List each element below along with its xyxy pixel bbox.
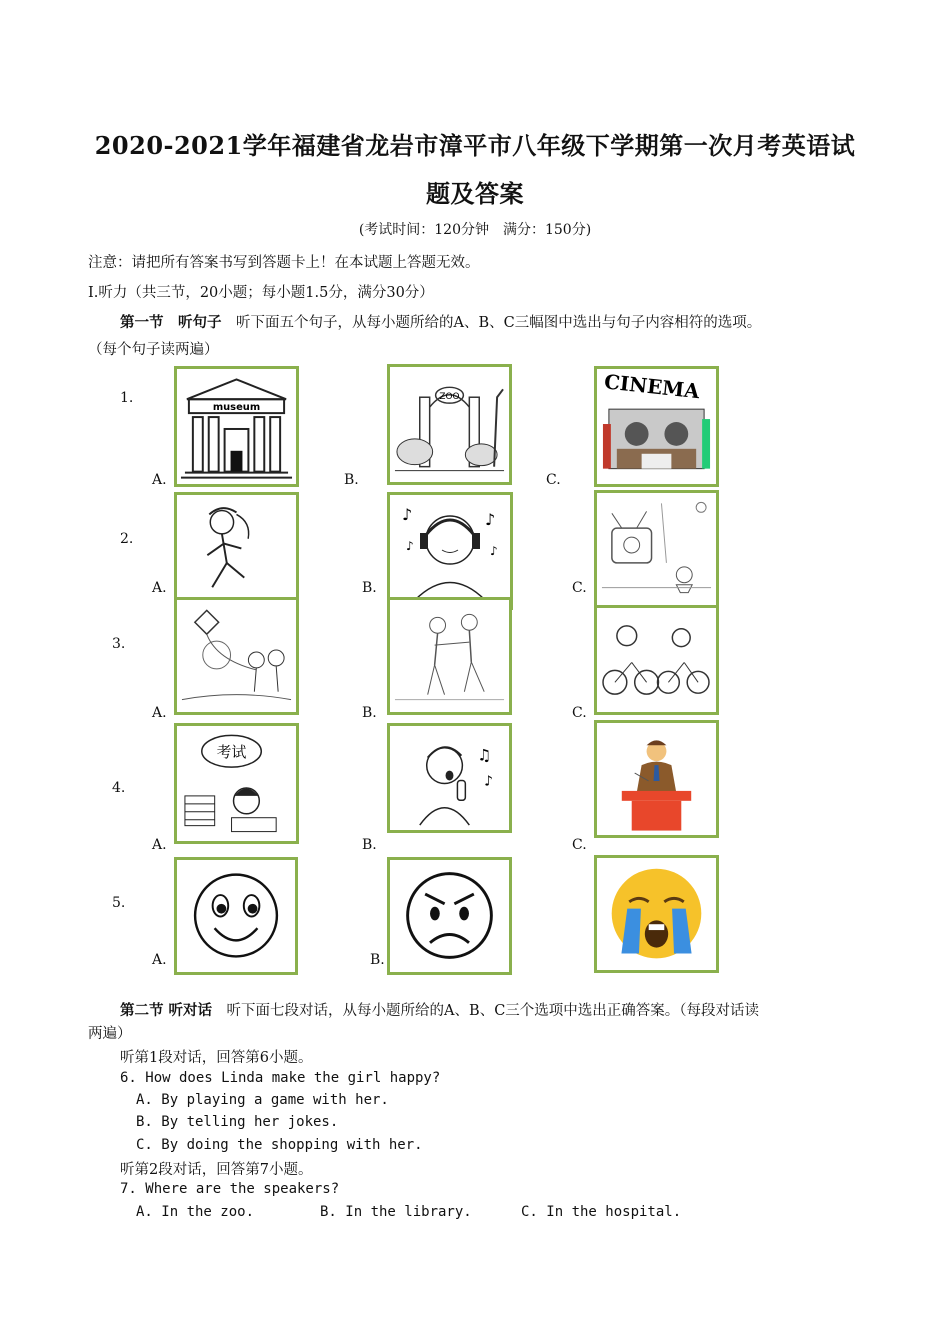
answer-option[interactable]: A. In the zoo. [136, 1204, 255, 1220]
svg-text:♪: ♪ [484, 773, 494, 790]
kite-flying-icon[interactable] [174, 597, 299, 715]
question-number: 4. [112, 780, 126, 796]
svg-text:♪: ♪ [490, 544, 498, 558]
option-label: B. [362, 837, 377, 853]
option-label: A. [152, 705, 167, 721]
section1-instruction: 听下面五个句子，从每小题所给的A、B、C三幅图中选出与句子内容相符的选项。 [221, 315, 762, 331]
notice: 注意：请把所有答案书写到答题卡上！在本试题上答题无效。 [88, 255, 480, 271]
question-number: 2. [120, 531, 134, 547]
section2-heading [120, 999, 759, 1020]
music-listener-icon[interactable] [387, 492, 513, 610]
skating-icon[interactable] [387, 597, 512, 715]
zoo-caption: ZOO [439, 392, 460, 403]
question-number: 1. [120, 390, 134, 406]
option-label: B. [370, 952, 385, 968]
museum-caption: museum [212, 402, 261, 414]
zoo-icon[interactable] [387, 364, 512, 485]
svg-text:♪: ♪ [406, 539, 414, 553]
option-label: A. [152, 952, 167, 968]
answer-option[interactable]: B. In the library. [320, 1204, 472, 1220]
page-title: 2020-2021学年福建省龙岩市漳平市八年级下学期第一次月考英语试 [94, 131, 856, 160]
part1-heading: Ⅰ.听力（共三节，20小题；每小题1.5分，满分30分） [88, 285, 434, 301]
question-number: 3. [112, 636, 126, 652]
option-label: B. [362, 705, 377, 721]
question-number: 5. [112, 895, 126, 911]
podium-top [622, 791, 691, 801]
museum-icon[interactable] [174, 366, 299, 487]
running-girl-icon[interactable] [174, 492, 299, 600]
angry-face-icon[interactable] [387, 857, 512, 975]
dialogue-intro: 听第2段对话，回答第7小题。 [120, 1162, 313, 1178]
answer-option[interactable]: B. By telling her jokes. [136, 1114, 339, 1130]
exam-caption: 考试 [216, 743, 247, 762]
option-label: A. [152, 472, 167, 488]
option-label: C. [572, 705, 587, 721]
crying-face-icon[interactable] [594, 855, 719, 973]
singing-boy-icon[interactable] [387, 723, 512, 833]
cinema-icon[interactable] [594, 366, 719, 487]
page-title-cont: 题及答案 [426, 179, 524, 208]
happy-face-icon[interactable] [174, 857, 298, 975]
watching-tv-icon[interactable] [594, 490, 719, 608]
svg-text:♪: ♪ [402, 505, 413, 524]
section2-instruction: 听下面七段对话，从每小题所给的A、B、C三个选项中选出正确答案。（每段对话读 [212, 1003, 760, 1019]
podium-base [632, 801, 682, 831]
option-label: C. [572, 580, 587, 596]
speech-podium-icon[interactable] [594, 720, 719, 838]
answer-option[interactable]: C. By doing the shopping with her. [136, 1137, 423, 1153]
dialogue-intro: 听第1段对话，回答第6小题。 [120, 1050, 313, 1066]
exam-stress-icon[interactable] [174, 723, 299, 844]
cinema-caption: CINEMA [603, 369, 701, 404]
section1-heading [120, 311, 761, 332]
question-text: 7. Where are the speakers? [120, 1181, 340, 1197]
section2-label: 第二节 听对话 [120, 1002, 213, 1019]
option-label: B. [344, 472, 359, 488]
question-text: 6. How does Linda make the girl happy? [120, 1070, 441, 1086]
section2-instruction-cont: 两遍） [88, 1026, 132, 1042]
option-label: C. [572, 837, 587, 853]
option-label: A. [152, 837, 167, 853]
cycling-icon[interactable] [594, 605, 719, 715]
answer-option[interactable]: C. In the hospital. [521, 1204, 682, 1220]
option-label: C. [546, 472, 561, 488]
section1-instruction-cont: （每个句子读两遍） [88, 342, 219, 358]
svg-text:♫: ♫ [477, 745, 492, 765]
exam-meta: (考试时间：120分钟 满分：150分) [358, 222, 592, 238]
option-label: B. [362, 580, 377, 596]
svg-text:♪: ♪ [485, 510, 496, 529]
answer-option[interactable]: A. By playing a game with her. [136, 1092, 389, 1108]
option-label: A. [152, 580, 167, 596]
section1-label: 第一节 听句子 [120, 314, 222, 331]
